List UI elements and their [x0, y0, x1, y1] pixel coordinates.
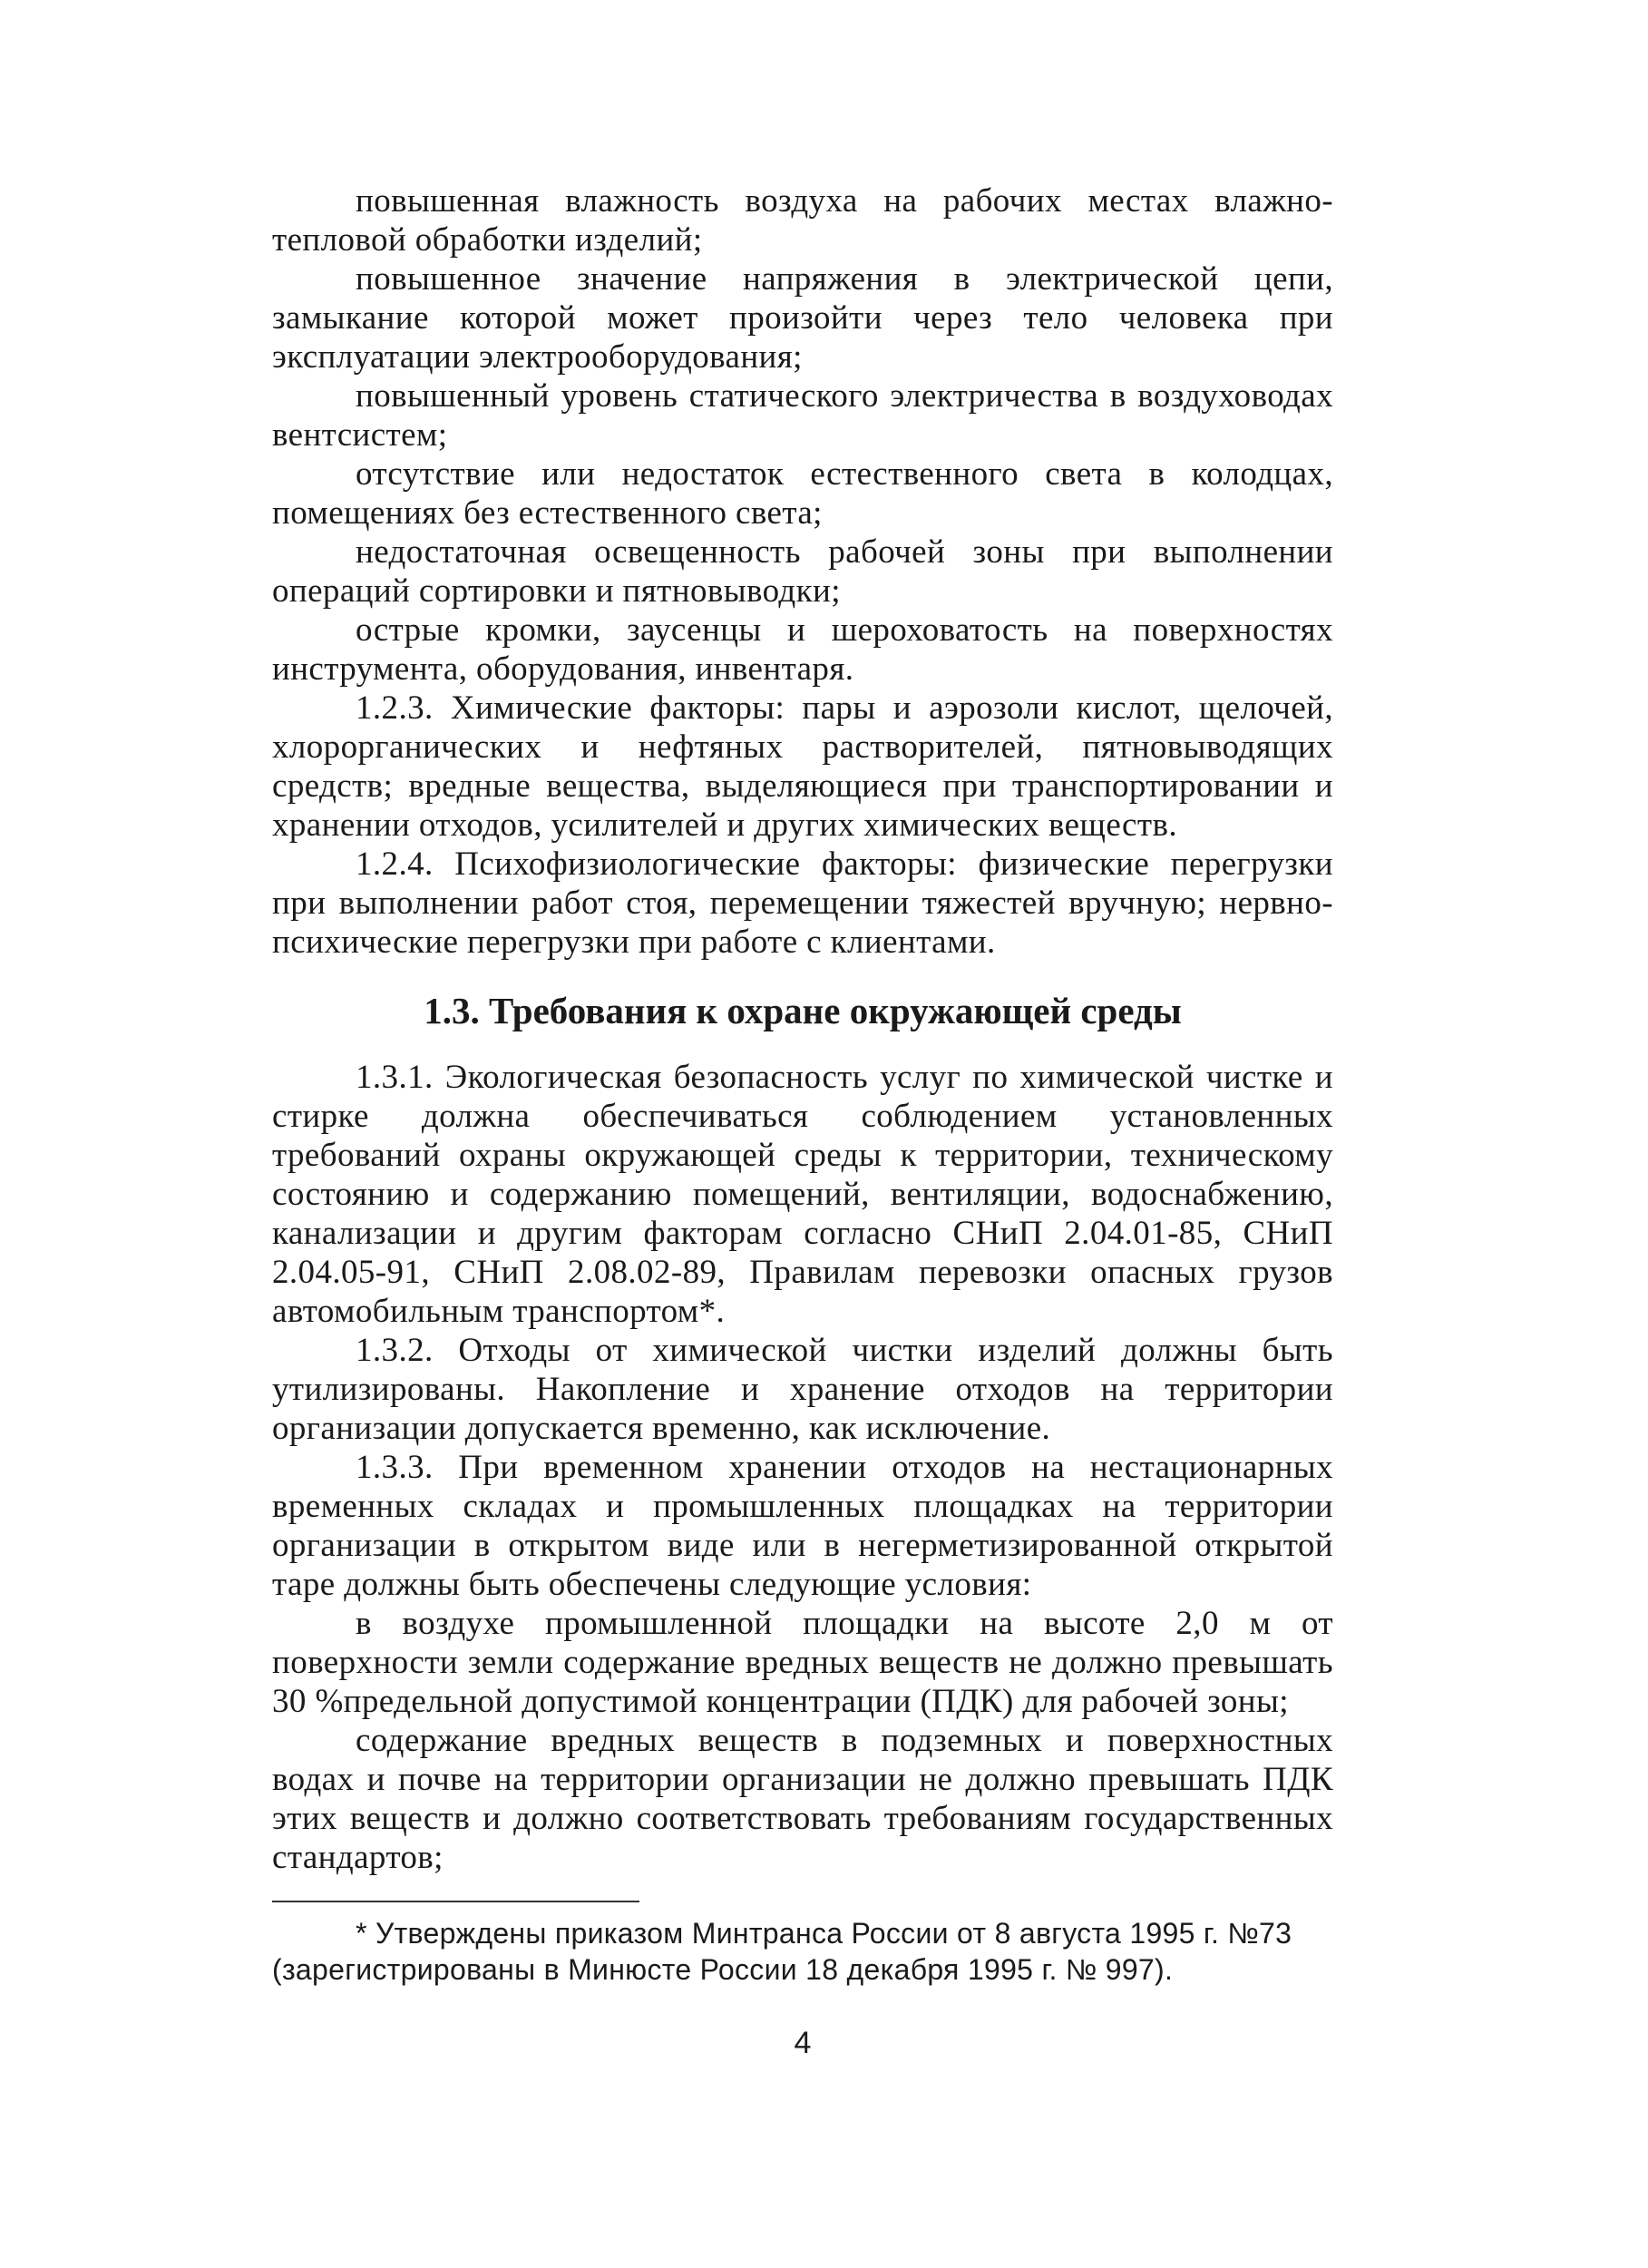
- paragraph-natural-light: отсутствие или недостаток естественного света в колодцах, помещениях без естественного света;: [272, 455, 1333, 532]
- paragraph-illumination: недостаточная освещенность рабочей зоны при выполнении операций сортировки и пятновыводки;: [272, 533, 1333, 610]
- section-heading: 1.3. Требования к охране окружающей среды: [424, 990, 1182, 1031]
- paragraph-1-3-2: 1.3.2. Отходы от химической чистки изделий должны быть утилизированы. Накопление и хранение отходов на территории организации допускается временно, как исключение.: [272, 1332, 1333, 1447]
- paragraph-water-soil-condition: содержание вредных веществ в подземных и поверхностных водах и почве на территории организации не должно превышать ПДК этих веществ и должно соответствовать требованиям государственных стандартов;: [272, 1722, 1333, 1876]
- paragraph-static-electricity: повышенный уровень статического электричества в воздуховодах вентсистем;: [272, 377, 1333, 454]
- paragraph-1-3-3: 1.3.3. При временном хранении отходов на нестационарных временных складах и промышленных площадках на территории организации в открытом виде или в негерметизированной открытой таре должны быть обеспечены следующие условия:: [272, 1449, 1333, 1603]
- paragraph-sharp-edges: острые кромки, заусенцы и шероховатость на поверхностях инструмента, оборудования, инвентаря.: [272, 611, 1333, 688]
- page-number: 4: [794, 2026, 812, 2060]
- paragraph-voltage: повышенное значение напряжения в электрической цепи, замыкание которой может произойти через тело человека при эксплуатации электрооборудования;: [272, 260, 1333, 376]
- footnote: * Утверждены приказом Минтранса России от 8 августа 1995 г. №73 (зарегистрированы в Минюсте России 18 декабря 1995 г. № 997).: [272, 1917, 1292, 1986]
- paragraph-psychophysiological-factors: 1.2.4. Психофизиологические факторы: физические перегрузки при выполнении работ стоя, перемещении тяжестей вручную; нервно-психические перегрузки при работе с клиентами.: [272, 846, 1333, 961]
- footnote-divider: [272, 1901, 639, 1902]
- paragraph-air-condition: в воздухе промышленной площадки на высоте 2,0 м от поверхности земли содержание вредных веществ не должно превышать 30 %предельной допустимой концентрации (ПДК) для рабочей зоны;: [272, 1605, 1333, 1720]
- document-page: [272, 181, 1333, 2061]
- paragraph-chemical-factors: 1.2.3. Химические факторы: пары и аэрозоли кислот, щелочей, хлорорганических и нефтяных растворителей, пятновыводящих средств; вредные вещества, выделяющиеся при транспортировании и хранении отходов, усилителей и других химических веществ.: [272, 689, 1333, 844]
- paragraph-1-3-1: 1.3.1. Экологическая безопасность услуг по химической чистке и стирке должна обеспечиваться соблюдением установленных требований охраны окружающей среды к территории, техническому состоянию и содержанию помещений, вентиляции, водоснабжению, канализации и другим факторам согласно СНиП 2.04.01-85, СНиП 2.04.05-91, СНиП 2.08.02-89, Правилам перевозки опасных грузов автомобильным транспортом*.: [272, 1059, 1333, 1330]
- paragraph-humidity: повышенная влажность воздуха на рабочих местах влажно-тепловой обработки изделий;: [272, 182, 1333, 259]
